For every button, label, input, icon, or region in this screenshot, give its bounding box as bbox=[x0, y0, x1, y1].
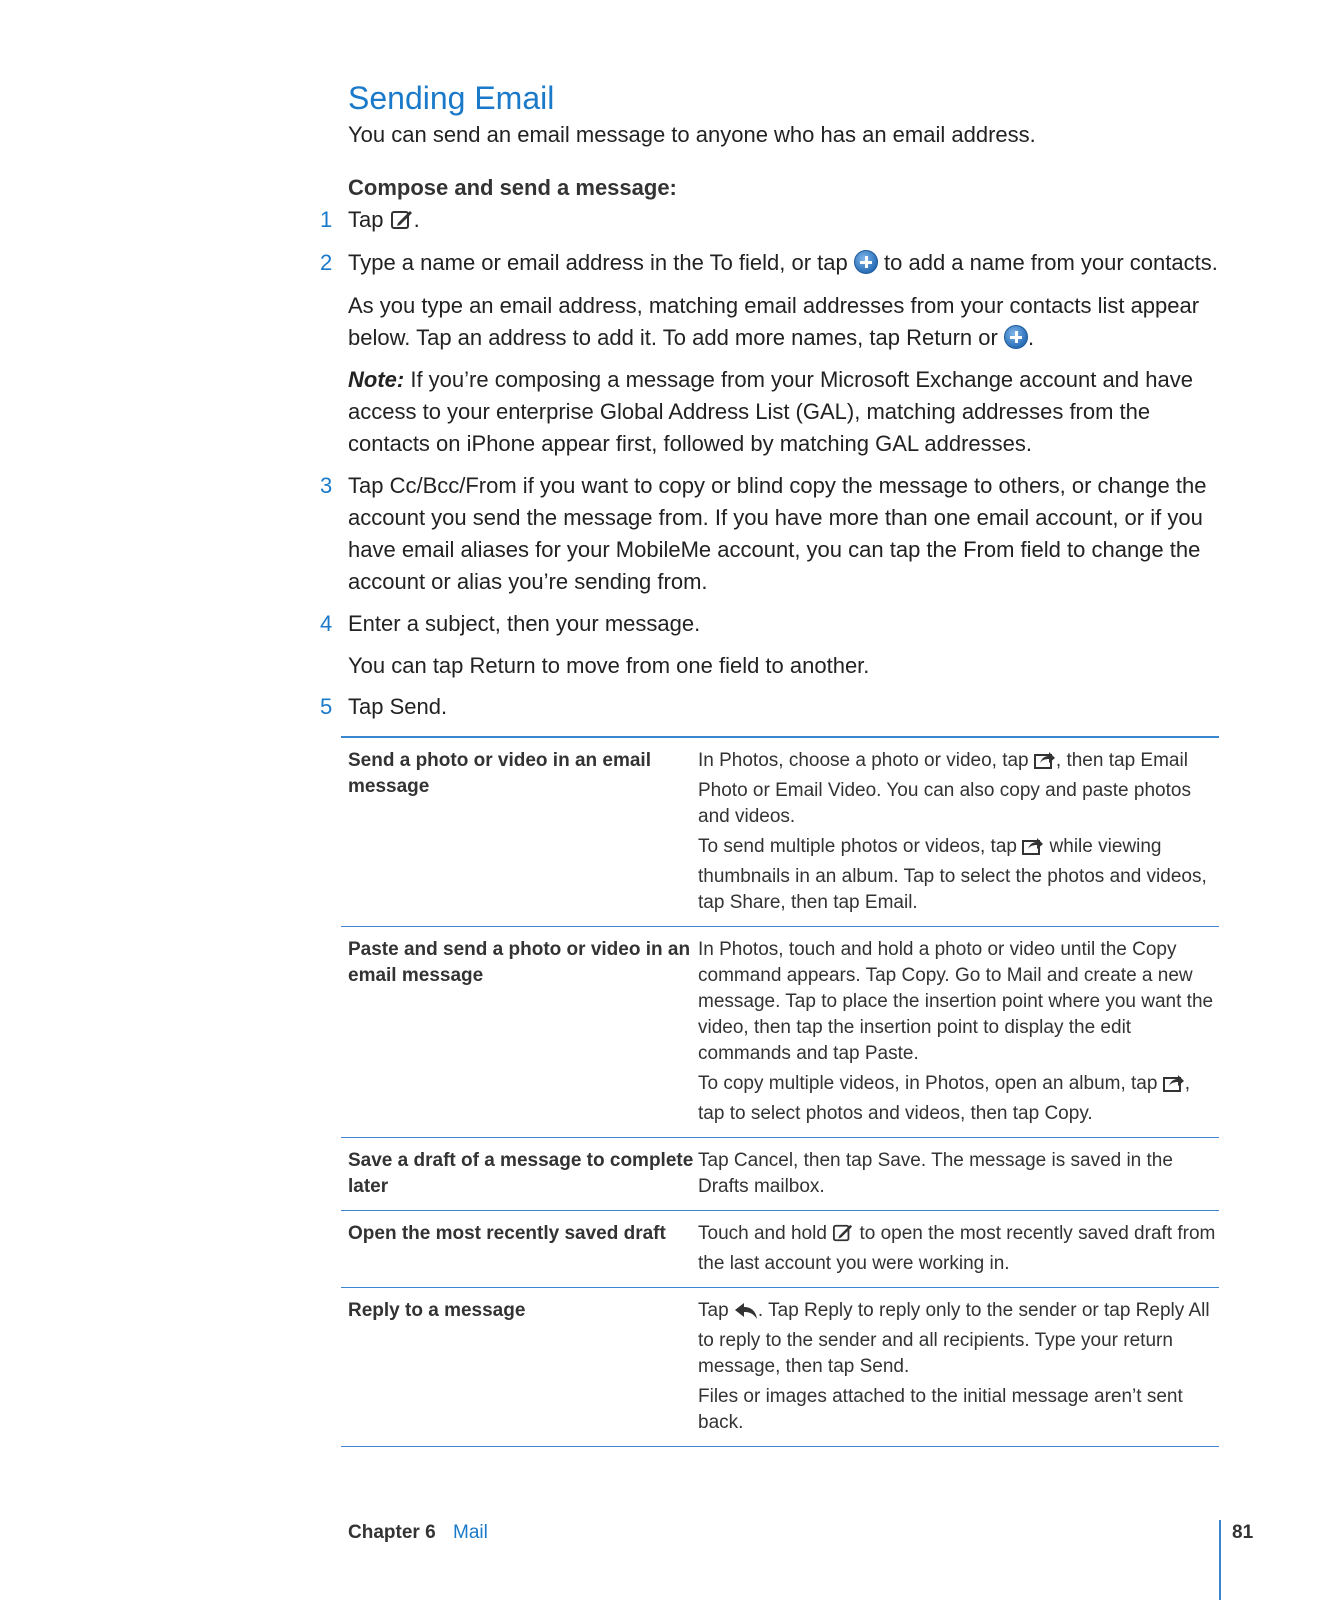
table-row bbox=[341, 1288, 1219, 1447]
row-text: while viewing thumbnails in an album. Tap to select the photos and videos, tap Share, then tap Email. bbox=[698, 836, 1207, 913]
row-text: Tap Cancel, then tap Save. The message is saved in the Drafts mailbox. bbox=[698, 1150, 1173, 1197]
table-row bbox=[341, 927, 1219, 1138]
footer-divider bbox=[1219, 1520, 1221, 1600]
step-number: 3 bbox=[320, 473, 333, 498]
row-text: In Photos, choose a photo or video, tap bbox=[698, 750, 1029, 771]
row-text: . Tap Reply to reply only to the sender or tap Reply All to reply to the sender and all recipients. Type your return message, then tap Send. bbox=[698, 1300, 1210, 1377]
row-label: Send a photo or video in an email message bbox=[348, 750, 651, 797]
share-icon bbox=[1022, 836, 1044, 864]
row-text: to open the most recently saved draft from the last account you were working in. bbox=[698, 1223, 1216, 1274]
row-text: , then tap Email Photo or Email Video. You can also copy and paste photos and videos. bbox=[698, 750, 1191, 827]
step-1-text: Tap bbox=[348, 207, 384, 232]
step-4: Enter a subject, then your message. bbox=[348, 611, 701, 636]
step-number: 1 bbox=[320, 207, 333, 232]
page-number: 81 bbox=[1232, 1522, 1254, 1543]
table-row bbox=[341, 1211, 1219, 1288]
row-text: Files or images attached to the initial message aren’t sent back. bbox=[698, 1386, 1183, 1433]
compose-icon bbox=[390, 208, 414, 240]
row-text: To copy multiple videos, in Photos, open an album, tap bbox=[698, 1073, 1158, 1094]
row-text: , tap to select photos and videos, then tap Copy. bbox=[698, 1073, 1191, 1124]
row-body bbox=[698, 1146, 1218, 1200]
step-5: Tap Send. bbox=[348, 694, 448, 719]
add-contact-icon bbox=[1004, 325, 1028, 349]
step-2-detail-end: . bbox=[1027, 325, 1035, 350]
add-contact-icon bbox=[854, 250, 878, 274]
footer-section: Mail bbox=[453, 1522, 488, 1543]
note-text: If you’re composing a message from your Microsoft Exchange account and have access to your enterprise Global Address List (GAL), matching addresses from the contacts on iPhone appear first, followed by matching GAL addresses. bbox=[348, 367, 1193, 456]
step-number: 4 bbox=[320, 611, 333, 636]
page-title: Sending Email bbox=[348, 80, 555, 116]
table-row bbox=[341, 1138, 1219, 1211]
row-text: Touch and hold bbox=[698, 1223, 827, 1244]
share-icon bbox=[1034, 750, 1056, 778]
step-2-text: Type a name or email address in the To field, or tap bbox=[348, 250, 848, 275]
task-heading: Compose and send a message: bbox=[348, 175, 677, 200]
table-row bbox=[341, 738, 1219, 927]
row-text: In Photos, touch and hold a photo or video until the Copy command appears. Tap Copy. Go to Mail and create a new message. Tap to place the insertion point where you want the video, then tap the insertion point to display the edit commands and tap Paste. bbox=[698, 939, 1214, 1064]
note bbox=[348, 364, 1228, 460]
row-label: Paste and send a photo or video in an email message bbox=[348, 939, 691, 986]
footer-chapter: Chapter 6 bbox=[348, 1522, 436, 1543]
row-label: Save a draft of a message to complete later bbox=[348, 1150, 694, 1197]
tips-table bbox=[341, 736, 1219, 1447]
step-2 bbox=[348, 247, 1228, 279]
step-number: 2 bbox=[320, 250, 333, 275]
step-2-detail bbox=[348, 290, 1228, 354]
row-text: Tap bbox=[698, 1300, 729, 1321]
row-label: Open the most recently saved draft bbox=[348, 1223, 666, 1244]
row-body bbox=[698, 1296, 1218, 1436]
reply-icon bbox=[734, 1302, 758, 1328]
step-1 bbox=[348, 204, 1228, 240]
row-body bbox=[698, 1219, 1218, 1277]
note-label: Note: bbox=[348, 367, 405, 392]
step-2-detail-text: As you type an email address, matching email addresses from your contacts list appear below. Tap an address to add it. To add more names, tap Return or bbox=[348, 293, 1200, 350]
intro-text: You can send an email message to anyone who has an email address. bbox=[348, 122, 1036, 147]
step-4-detail: You can tap Return to move from one field to another. bbox=[348, 653, 870, 678]
share-icon bbox=[1163, 1073, 1185, 1101]
compose-icon bbox=[832, 1223, 854, 1251]
step-2-text-end: to add a name from your contacts. bbox=[884, 250, 1218, 275]
row-text: To send multiple photos or videos, tap bbox=[698, 836, 1017, 857]
step-3: Tap Cc/Bcc/From if you want to copy or blind copy the message to others, or change the account you send the message from. If you have more than one email account, or if you have email aliases for your MobileMe account, you can tap the From field to change the account or alias you’re sending from. bbox=[348, 473, 1207, 594]
row-body bbox=[698, 935, 1218, 1127]
step-1-end: . bbox=[413, 207, 420, 232]
row-label: Reply to a message bbox=[348, 1300, 526, 1321]
row-body bbox=[698, 746, 1218, 916]
step-number: 5 bbox=[320, 694, 333, 719]
